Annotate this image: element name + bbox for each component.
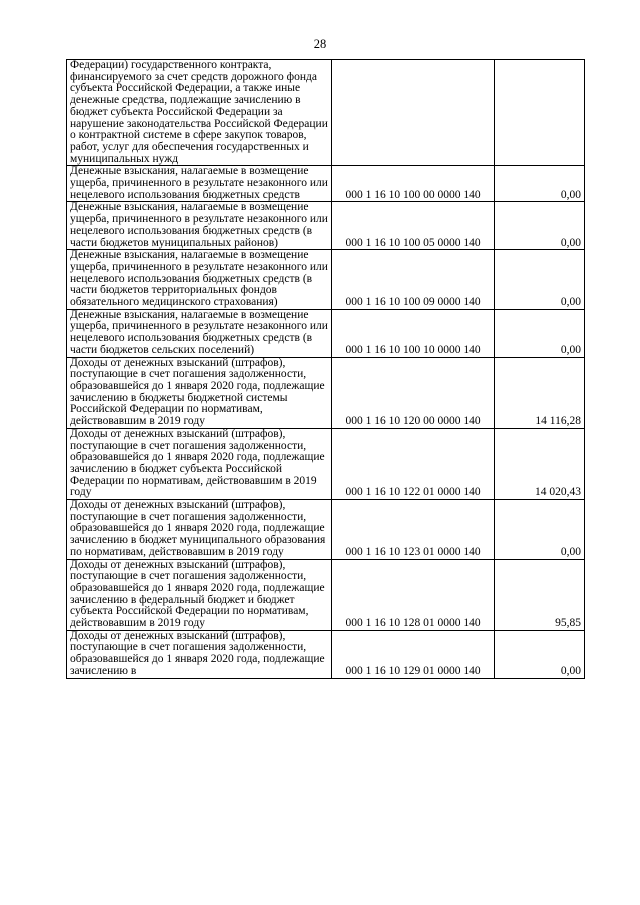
- row-budget-code: [332, 60, 495, 166]
- row-budget-code: 000 1 16 10 100 10 0000 140: [332, 309, 495, 357]
- table-row: [67, 309, 585, 357]
- table-row: [67, 166, 585, 202]
- row-amount: 0,00: [495, 630, 585, 678]
- budget-revenue-table: [66, 59, 585, 679]
- table-row: [67, 500, 585, 560]
- row-budget-code: 000 1 16 10 123 01 0000 140: [332, 500, 495, 560]
- row-amount: 0,00: [495, 309, 585, 357]
- row-budget-code: 000 1 16 10 122 01 0000 140: [332, 428, 495, 499]
- row-description: Доходы от денежных взысканий (штрафов), поступающие в счет погашения задолженности, образовавшейся до 1 января 2020 года, подлежащие зачислению в федеральный бюджет и бюджет субъекта Российской Федерации по нормативам, действовавшим в 2019 году: [67, 559, 332, 630]
- row-description: Федерации) государственного контракта, финансируемого за счет средств дорожного фонда субъекта Российской Федерации, а также иные денежные средства, подлежащие зачислению в бюджет субъекта Российской Федерации за нарушение законодательства Российской Федерации о контрактной системе в сфере закупок товаров, работ, услуг для обеспечения государственных и муниципальных нужд: [67, 60, 332, 166]
- row-amount: [495, 60, 585, 166]
- table-row: [67, 630, 585, 678]
- row-amount: 0,00: [495, 166, 585, 202]
- row-amount: 0,00: [495, 202, 585, 250]
- row-description: Доходы от денежных взысканий (штрафов), поступающие в счет погашения задолженности, образовавшейся до 1 января 2020 года, подлежащие зачислению в: [67, 630, 332, 678]
- row-budget-code: 000 1 16 10 100 00 0000 140: [332, 166, 495, 202]
- table-body: [67, 60, 585, 679]
- table-row: [67, 428, 585, 499]
- row-description: Денежные взыскания, налагаемые в возмещение ущерба, причиненного в результате незаконного или нецелевого использования бюджетных средств: [67, 166, 332, 202]
- table-row: [67, 357, 585, 428]
- table-row: [67, 250, 585, 310]
- row-budget-code: 000 1 16 10 129 01 0000 140: [332, 630, 495, 678]
- table-row: [67, 559, 585, 630]
- row-description: Денежные взыскания, налагаемые в возмещение ущерба, причиненного в результате незаконного или нецелевого использования бюджетных средств (в части бюджетов муниципальных районов): [67, 202, 332, 250]
- row-amount: 14 116,28: [495, 357, 585, 428]
- row-description: Доходы от денежных взысканий (штрафов), поступающие в счет погашения задолженности, образовавшейся до 1 января 2020 года, подлежащие зачислению в бюджет муниципального образования по нормативам, действовавшим в 2019 году: [67, 500, 332, 560]
- row-budget-code: 000 1 16 10 128 01 0000 140: [332, 559, 495, 630]
- row-amount: 95,85: [495, 559, 585, 630]
- row-amount: 0,00: [495, 250, 585, 310]
- row-budget-code: 000 1 16 10 120 00 0000 140: [332, 357, 495, 428]
- table-row: [67, 202, 585, 250]
- row-amount: 0,00: [495, 500, 585, 560]
- row-description: Доходы от денежных взысканий (штрафов), поступающие в счет погашения задолженности, образовавшейся до 1 января 2020 года, подлежащие зачислению в бюджеты бюджетной системы Российской Федерации по нормативам, действовавшим в 2019 году: [67, 357, 332, 428]
- row-amount: 14 020,43: [495, 428, 585, 499]
- row-description: Денежные взыскания, налагаемые в возмещение ущерба, причиненного в результате незаконного или нецелевого использования бюджетных средств (в части бюджетов территориальных фондов обязательного медицинского страхования): [67, 250, 332, 310]
- row-budget-code: 000 1 16 10 100 05 0000 140: [332, 202, 495, 250]
- page-number: 28: [313, 37, 327, 51]
- row-description: Денежные взыскания, налагаемые в возмещение ущерба, причиненного в результате незаконного или нецелевого использования бюджетных средств (в части бюджетов сельских поселений): [67, 309, 332, 357]
- row-budget-code: 000 1 16 10 100 09 0000 140: [332, 250, 495, 310]
- table-row: [67, 60, 585, 166]
- row-description: Доходы от денежных взысканий (штрафов), поступающие в счет погашения задолженности, образовавшейся до 1 января 2020 года, подлежащие зачислению в бюджет субъекта Российской Федерации по нормативам, действовавшим в 2019 году: [67, 428, 332, 499]
